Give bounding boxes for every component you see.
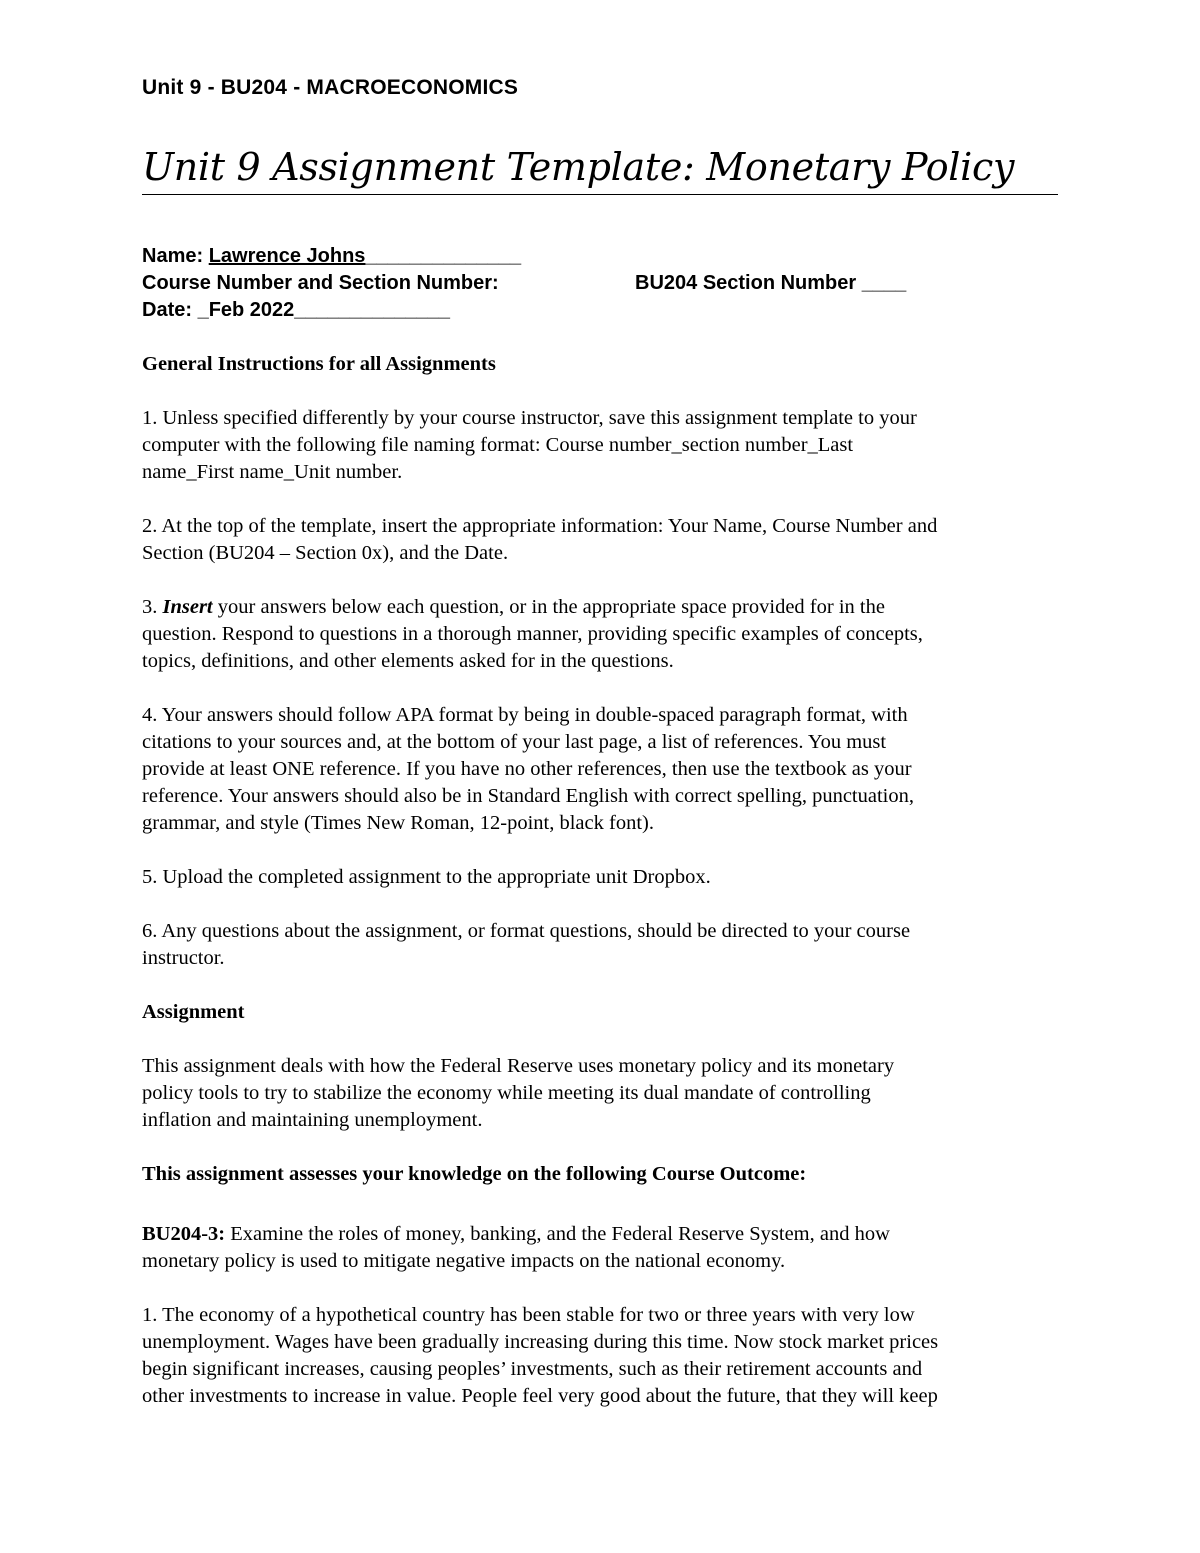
instruction-1-line: 1. Unless specified differently by your course instructor, save this assignment template to your	[142, 407, 917, 429]
assignment-line: This assignment deals with how the Federal Reserve uses monetary policy and its monetary	[142, 1055, 895, 1077]
instruction-3-emphasis: Insert	[162, 596, 213, 618]
instruction-6-line: 6. Any questions about the assignment, or format questions, should be directed to your course	[142, 920, 911, 942]
instruction-6	[142, 918, 1072, 972]
instruction-4-line: citations to your sources and, at the bottom of your last page, a list of references. You must	[142, 731, 887, 753]
unit-header: Unit 9 - BU204 - MACROECONOMICS	[142, 76, 519, 99]
assignment-line: inflation and maintaining unemployment.	[142, 1109, 483, 1131]
instruction-1-line: name_First name_Unit number.	[142, 461, 403, 483]
instruction-3	[142, 594, 1072, 675]
course-outcome	[142, 1221, 1072, 1275]
date-label: Date: _Feb 2022	[142, 299, 295, 321]
course-outcome-line: monetary policy is used to mitigate negative impacts on the national economy.	[142, 1250, 786, 1272]
page-title: Unit 9 Assignment Template: Monetary Policy	[142, 140, 1058, 195]
name-line	[142, 243, 521, 269]
question-1	[142, 1302, 1072, 1410]
question-1-line: 1. The economy of a hypothetical country has been stable for two or three years with very low	[142, 1304, 915, 1326]
question-1-line: begin significant increases, causing peoples’ investments, such as their retirement accounts and	[142, 1358, 923, 1380]
name-underscores: ______________	[365, 245, 522, 267]
instruction-4-line: provide at least ONE reference. If you have no other references, then use the textbook as your	[142, 758, 912, 780]
instruction-3-number: 3.	[142, 596, 163, 618]
question-1-line: unemployment. Wages have been gradually increasing during this time. Now stock market prices	[142, 1331, 939, 1353]
instruction-3-line: topics, definitions, and other elements asked for in the questions.	[142, 650, 674, 672]
course-outcome-line	[142, 1221, 1072, 1248]
date-line	[142, 297, 450, 323]
instruction-4-line: 4. Your answers should follow APA format by being in double-spaced paragraph format, with	[142, 704, 908, 726]
instruction-4	[142, 702, 1072, 837]
date-underscores: ______________	[294, 299, 451, 321]
instruction-2-line: Section (BU204 – Section 0x), and the Date.	[142, 542, 509, 564]
course-outcome-heading: This assignment assesses your knowledge on the following Course Outcome:	[142, 1163, 807, 1185]
course-label: Course Number and Section Number:	[142, 272, 499, 294]
course-outcome-code: BU204-3:	[142, 1223, 226, 1245]
course-outcome-text: Examine the roles of money, banking, and the Federal Reserve System, and how	[225, 1223, 890, 1245]
instruction-1	[142, 405, 1072, 486]
section-label: BU204 Section Number ____	[635, 272, 907, 294]
assignment-text	[142, 1053, 1072, 1134]
name-label: Name:	[142, 245, 209, 267]
instruction-6-line: instructor.	[142, 947, 225, 969]
question-1-line: other investments to increase in value. People feel very good about the future, that they will keep	[142, 1385, 938, 1407]
instruction-3-line	[142, 594, 1072, 621]
instruction-5-line: 5. Upload the completed assignment to the appropriate unit Dropbox.	[142, 866, 711, 888]
name-value: Lawrence Johns	[208, 245, 366, 267]
instruction-3-line: question. Respond to questions in a thorough manner, providing specific examples of concepts,	[142, 623, 923, 645]
instruction-4-line: grammar, and style (Times New Roman, 12-point, black font).	[142, 812, 654, 834]
instruction-3-text: your answers below each question, or in the appropriate space provided for in the	[212, 596, 885, 618]
assignment-heading: Assignment	[142, 1001, 245, 1023]
instruction-2	[142, 513, 1072, 567]
course-line	[142, 270, 907, 296]
instruction-4-line: reference. Your answers should also be in Standard English with correct spelling, punctuation,	[142, 785, 914, 807]
instruction-2-line: 2. At the top of the template, insert the appropriate information: Your Name, Course Number and	[142, 515, 938, 537]
instruction-1-line: computer with the following file naming format: Course number_section number_Last	[142, 434, 854, 456]
general-instructions-heading: General Instructions for all Assignments	[142, 353, 496, 375]
instruction-5	[142, 864, 1072, 891]
assignment-line: policy tools to try to stabilize the economy while meeting its dual mandate of controlling	[142, 1082, 871, 1104]
